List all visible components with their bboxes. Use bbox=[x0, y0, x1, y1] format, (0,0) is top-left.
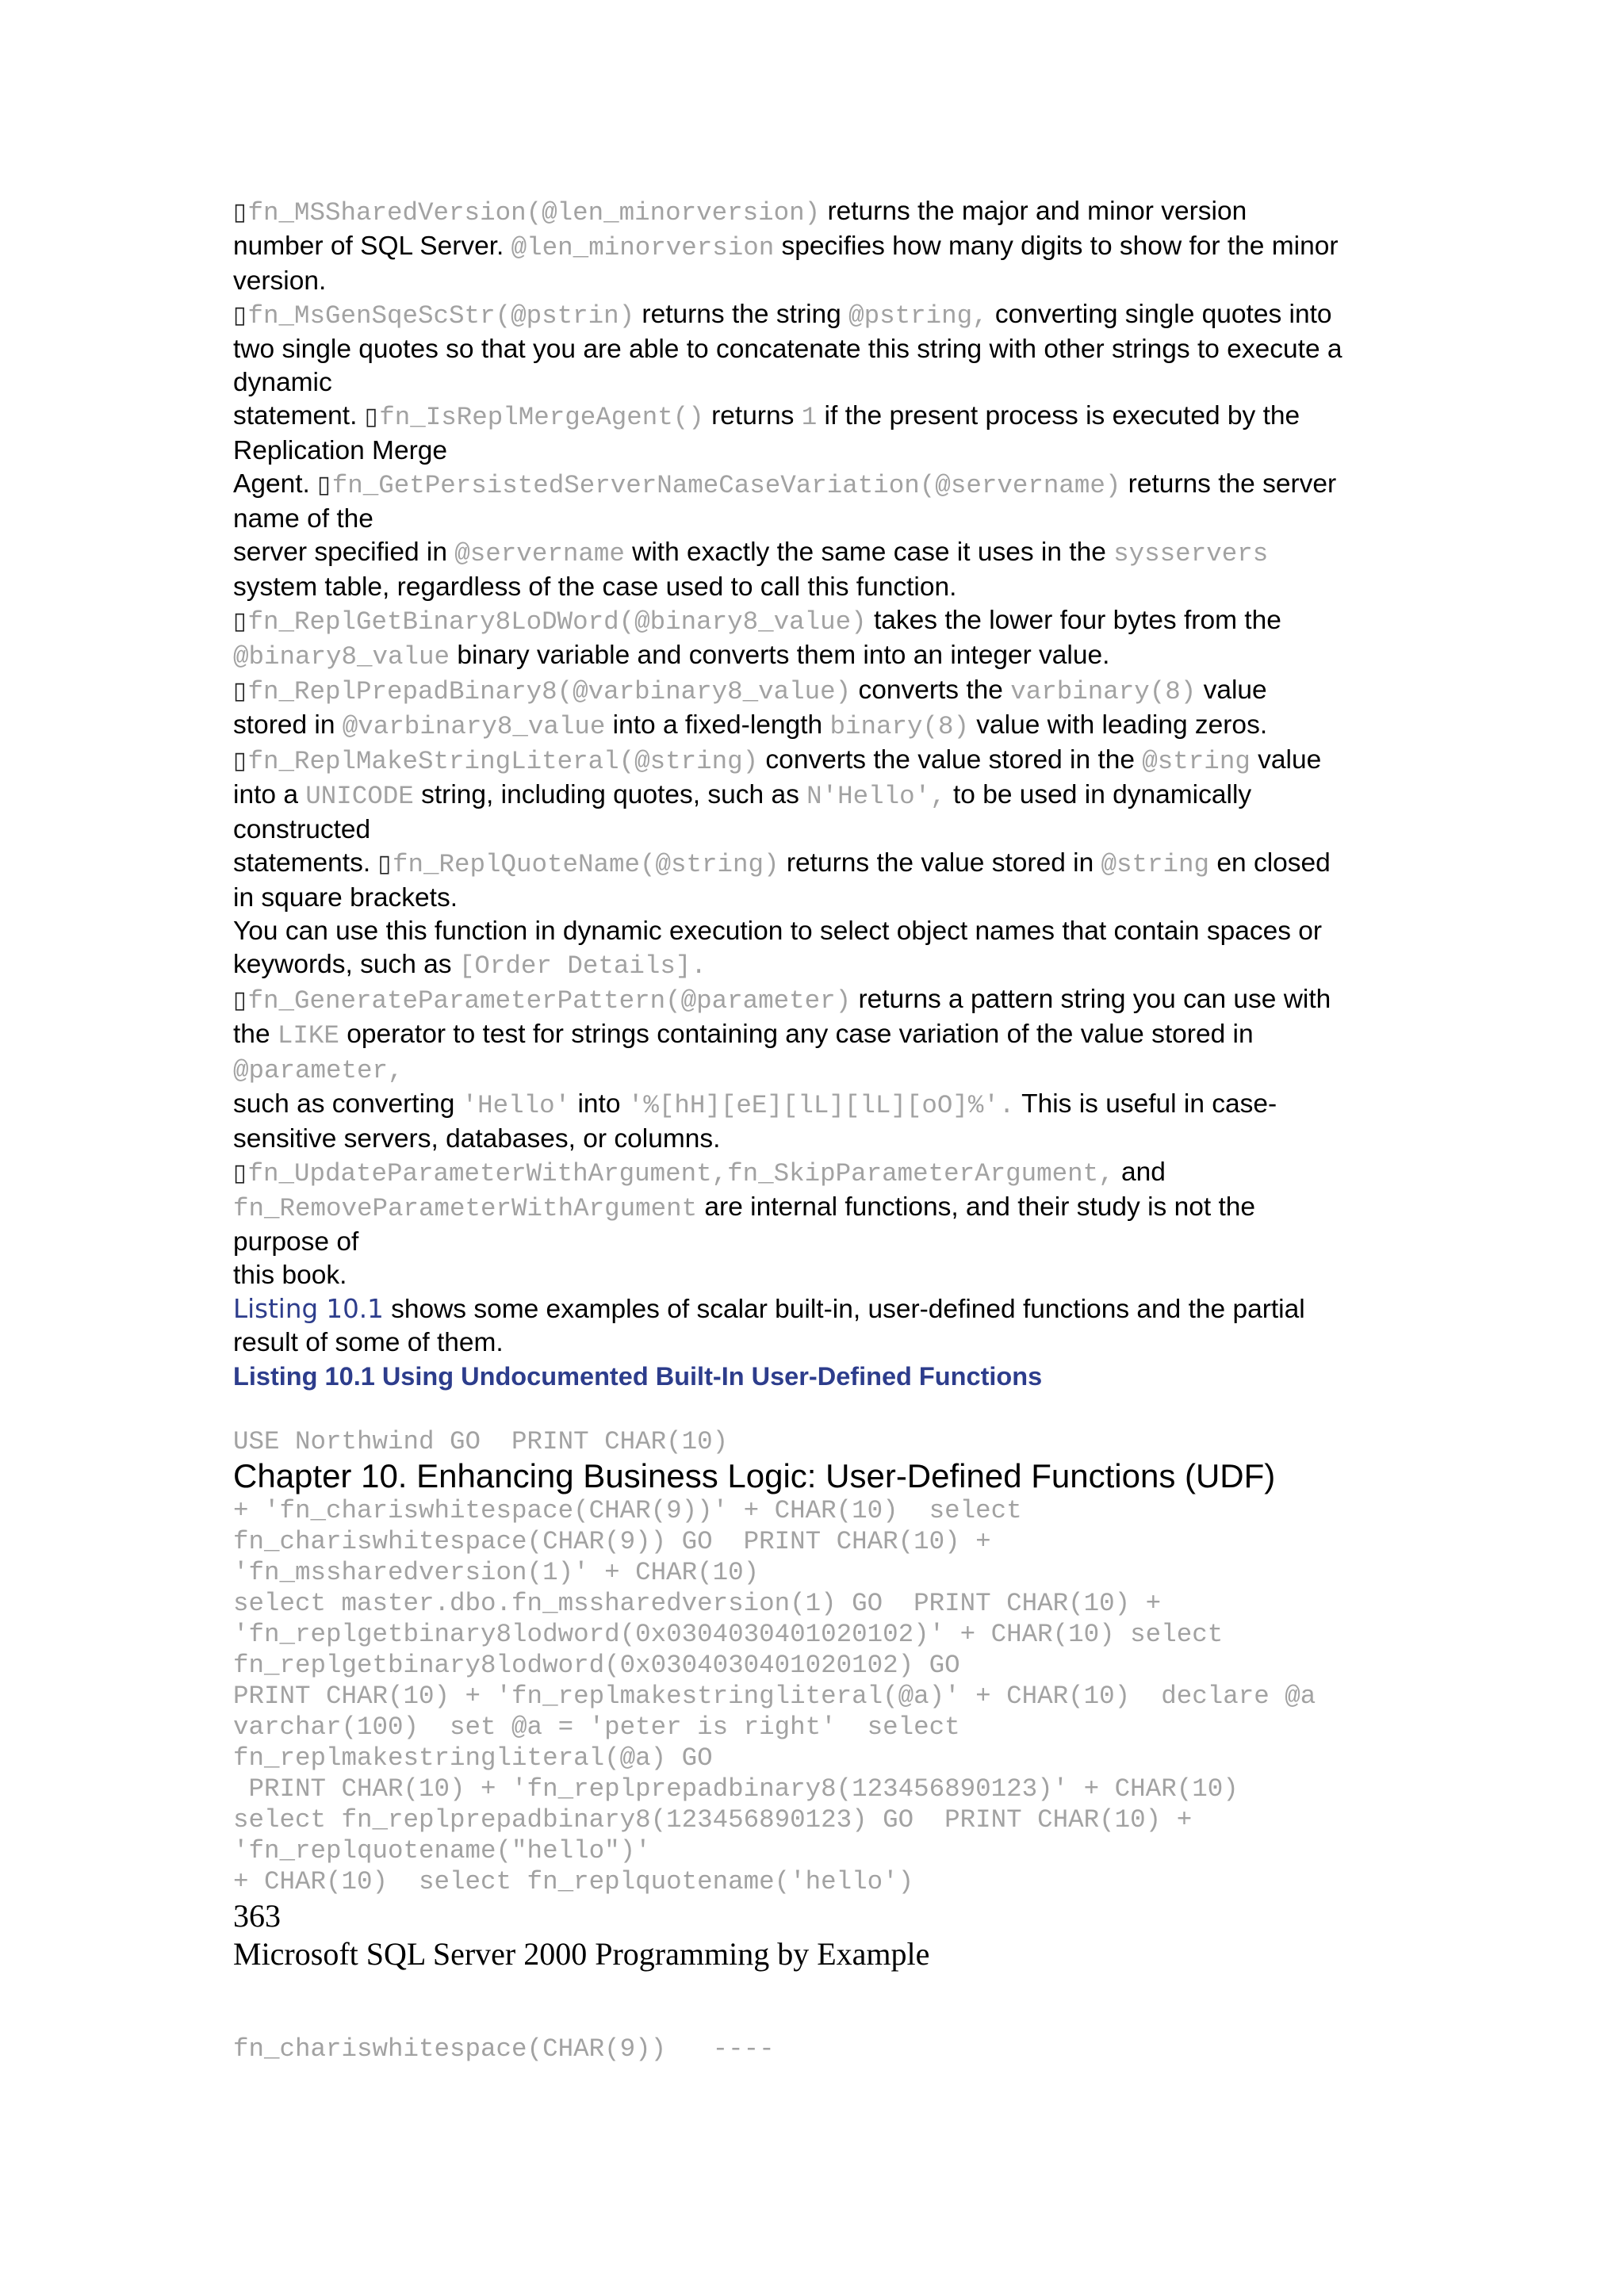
bullet-icon: ▯ bbox=[233, 198, 247, 226]
code-term: @string bbox=[1101, 850, 1210, 879]
body-text: the bbox=[233, 1020, 278, 1049]
body-text: statements. bbox=[233, 848, 378, 878]
function-name: fn_MsGenSqeScStr(@pstrin) bbox=[247, 301, 635, 331]
body-text: version. bbox=[233, 266, 327, 296]
body-text: value bbox=[1250, 745, 1322, 775]
function-name: fn_ReplQuoteName(@string) bbox=[392, 850, 779, 879]
body-text: returns the value stored in bbox=[779, 848, 1101, 878]
body-text: Replication Merge bbox=[233, 436, 447, 465]
text-line bbox=[233, 779, 1423, 813]
text-line bbox=[233, 468, 1423, 503]
body-text: stored in bbox=[233, 710, 343, 740]
body-text: with exactly the same case it uses in the bbox=[624, 538, 1114, 567]
bullet-icon: ▯ bbox=[317, 471, 331, 499]
function-name: fn_MSSharedVersion(@len_minorversion) bbox=[247, 198, 821, 228]
code-term: @parameter, bbox=[233, 1056, 404, 1085]
body-text: shows some examples of scalar built-in, user-defined functions and the partial bbox=[383, 1295, 1305, 1324]
text-line bbox=[233, 1018, 1423, 1053]
body-text: keywords, such as bbox=[233, 950, 459, 979]
body-text: operator to test for strings containing any case variation of the value stored in bbox=[339, 1020, 1254, 1049]
body-text: converts the value stored in the bbox=[758, 745, 1143, 775]
body-text: to be used in dynamically bbox=[945, 780, 1252, 809]
function-name: fn_GetPersistedServerNameCaseVariation(@servername) bbox=[331, 471, 1121, 500]
body-text: in square brackets. bbox=[233, 883, 458, 913]
function-name: fn_IsReplMergeAgent() bbox=[379, 403, 704, 432]
text-line bbox=[233, 604, 1423, 639]
code-term: @string bbox=[1142, 747, 1251, 776]
page-number: 363 bbox=[233, 1898, 281, 1934]
text-line bbox=[233, 674, 1423, 709]
text-line bbox=[233, 915, 1423, 948]
text-line bbox=[233, 265, 1423, 298]
code-term: binary(8) bbox=[829, 712, 969, 741]
code-term: @binary8_value bbox=[233, 642, 450, 672]
body-text: takes the lower four bytes from the bbox=[866, 606, 1281, 635]
code-block-start: USE Northwind GO PRINT CHAR(10) bbox=[233, 1427, 729, 1456]
body-text: dynamic bbox=[233, 368, 332, 397]
text-line bbox=[233, 333, 1423, 366]
text-line bbox=[233, 983, 1423, 1018]
body-text: if the present process is executed by the bbox=[817, 401, 1300, 430]
text-line bbox=[233, 948, 1423, 983]
code-term: varbinary(8) bbox=[1010, 677, 1197, 706]
spacer bbox=[233, 1393, 1423, 1426]
text-line bbox=[233, 536, 1423, 571]
text-line bbox=[233, 195, 1423, 230]
body-text: returns a pattern string you can use with bbox=[851, 985, 1331, 1014]
code-term: sysservers bbox=[1113, 539, 1269, 568]
body-text: are internal functions, and their study is not the bbox=[697, 1192, 1256, 1222]
spacer bbox=[233, 1973, 1423, 2034]
body-text: returns the string bbox=[634, 300, 849, 329]
body-text: number of SQL Server. bbox=[233, 232, 511, 261]
text-line bbox=[233, 847, 1423, 882]
text-line bbox=[233, 503, 1423, 536]
function-name: fn_ReplPrepadBinary8(@varbinary8_value) bbox=[247, 677, 852, 706]
body-text: binary variable and converts them into an integer value. bbox=[450, 641, 1110, 670]
text-line bbox=[233, 882, 1423, 915]
text-line bbox=[233, 813, 1423, 847]
code-term: LIKE bbox=[277, 1021, 339, 1050]
text-line bbox=[233, 1259, 1423, 1292]
body-text: This is useful in case- bbox=[1014, 1089, 1277, 1119]
text-line bbox=[233, 709, 1423, 744]
body-text: Agent. bbox=[233, 469, 318, 499]
function-name: fn_ReplGetBinary8LoDWord(@binary8_value) bbox=[247, 607, 867, 637]
text-line bbox=[233, 1226, 1423, 1259]
code-term: '%[hH][eE][lL][lL][oO]%'. bbox=[627, 1091, 1015, 1120]
body-text: two single quotes so that you are able to concatenate this string with other strings to execute a bbox=[233, 335, 1342, 364]
text-line bbox=[233, 1292, 1423, 1326]
body-text: converting single quotes into bbox=[987, 300, 1332, 329]
code-term: [Order Details]. bbox=[458, 951, 707, 981]
listing-link[interactable]: Listing 10.1 bbox=[233, 1294, 384, 1324]
text-line bbox=[233, 1088, 1423, 1123]
code-block: + 'fn_chariswhitespace(CHAR(9))' + CHAR(10) select fn_chariswhitespace(CHAR(9)) GO PRINT CHAR(10) + 'fn_mssharedversion(1)' + CHAR(10) select master.dbo.fn_mssharedversion(1) GO PRINT CHAR(10) + 'fn_replgetbinary8lodword(0x0304030401020102)' + CHAR(10) select fn_replgetbinary8lodword(0x0304030401020102) GO PRINT CHAR(10) + 'fn_replmakestringliteral(@a)' + CHAR(10) declare @a varchar(100) set @a = 'peter is right' select fn_replmakestringliteral(@a) GO PRINT CHAR(10) + 'fn_replprepadbinary8(123456890123)' + CHAR(10) select fn_replprepadbinary8(123456890123) GO PRINT CHAR(10) + 'fn_replquotename("hello")' + CHAR(10) select fn_replquotename('hello') bbox=[233, 1496, 1316, 1896]
bullet-icon: ▯ bbox=[233, 986, 247, 1014]
body-text: You can use this function in dynamic execution to select object names that contain spaces or bbox=[233, 916, 1323, 946]
body-text: statement. bbox=[233, 401, 365, 430]
body-text: result of some of them. bbox=[233, 1328, 504, 1357]
body-text: server specified in bbox=[233, 538, 455, 567]
text-line bbox=[233, 434, 1423, 468]
bullet-icon: ▯ bbox=[377, 850, 391, 878]
code-term: 1 bbox=[801, 403, 818, 432]
bullet-icon: ▯ bbox=[233, 301, 247, 329]
function-name: fn_UpdateParameterWithArgument,fn_SkipParameterArgument, bbox=[247, 1159, 1114, 1188]
body-text: returns the major and minor version bbox=[820, 197, 1247, 226]
body-text: into a fixed-length bbox=[605, 710, 830, 740]
code-term: UNICODE bbox=[305, 782, 414, 811]
text-line bbox=[233, 571, 1423, 604]
text-line bbox=[233, 639, 1423, 674]
body-text: this book. bbox=[233, 1261, 347, 1290]
text-line bbox=[233, 298, 1423, 333]
text-line bbox=[233, 1326, 1423, 1360]
bullet-icon: ▯ bbox=[233, 1159, 247, 1187]
function-name: fn_ReplMakeStringLiteral(@string) bbox=[247, 747, 759, 776]
body-text: specifies how many digits to show for the minor bbox=[774, 232, 1339, 261]
body-text: string, including quotes, such as bbox=[413, 780, 807, 809]
code-term: @len_minorversion bbox=[511, 233, 775, 262]
code-term: N'Hello', bbox=[806, 782, 946, 811]
body-text: en closed bbox=[1209, 848, 1331, 878]
document-page bbox=[233, 195, 1423, 2064]
body-text: into bbox=[570, 1089, 628, 1119]
bullet-icon: ▯ bbox=[233, 607, 247, 635]
body-text: returns bbox=[703, 401, 802, 430]
bullet-icon: ▯ bbox=[233, 677, 247, 705]
text-line bbox=[233, 230, 1423, 265]
text-line bbox=[233, 366, 1423, 400]
code-term: @pstring, bbox=[848, 301, 988, 331]
code-term: @servername bbox=[454, 539, 625, 568]
body-text: system table, regardless of the case used to call this function. bbox=[233, 572, 957, 602]
code-output: fn_chariswhitespace(CHAR(9)) ---- bbox=[233, 2034, 775, 2064]
body-text: into a bbox=[233, 780, 306, 809]
text-line bbox=[233, 1191, 1423, 1226]
body-text: value with leading zeros. bbox=[968, 710, 1268, 740]
body-text: name of the bbox=[233, 504, 373, 534]
code-term: @varbinary8_value bbox=[342, 712, 606, 741]
body-text: value bbox=[1196, 675, 1267, 705]
listing-caption: Listing 10.1 Using Undocumented Built-In User-Defined Functions bbox=[233, 1362, 1043, 1391]
body-text: purpose of bbox=[233, 1227, 359, 1257]
text-line bbox=[233, 1156, 1423, 1191]
chapter-running-header: Chapter 10. Enhancing Business Logic: User-Defined Functions (UDF) bbox=[233, 1457, 1276, 1494]
text-line bbox=[233, 1053, 1423, 1088]
code-term: 'Hello' bbox=[462, 1091, 571, 1120]
bullet-icon: ▯ bbox=[364, 403, 378, 430]
function-name: fn_GenerateParameterPattern(@parameter) bbox=[247, 986, 852, 1016]
body-text: returns the server bbox=[1120, 469, 1337, 499]
body-text: constructed bbox=[233, 815, 371, 844]
text-line bbox=[233, 744, 1423, 779]
book-title: Microsoft SQL Server 2000 Programming by Example bbox=[233, 1936, 930, 1972]
text-line bbox=[233, 1123, 1423, 1156]
body-text: and bbox=[1113, 1158, 1166, 1187]
text-line bbox=[233, 400, 1423, 434]
body-text: converts the bbox=[851, 675, 1011, 705]
code-term: fn_RemoveParameterWithArgument bbox=[233, 1194, 698, 1223]
bullet-icon: ▯ bbox=[233, 747, 247, 775]
body-text: sensitive servers, databases, or columns. bbox=[233, 1124, 721, 1154]
body-text: such as converting bbox=[233, 1089, 462, 1119]
